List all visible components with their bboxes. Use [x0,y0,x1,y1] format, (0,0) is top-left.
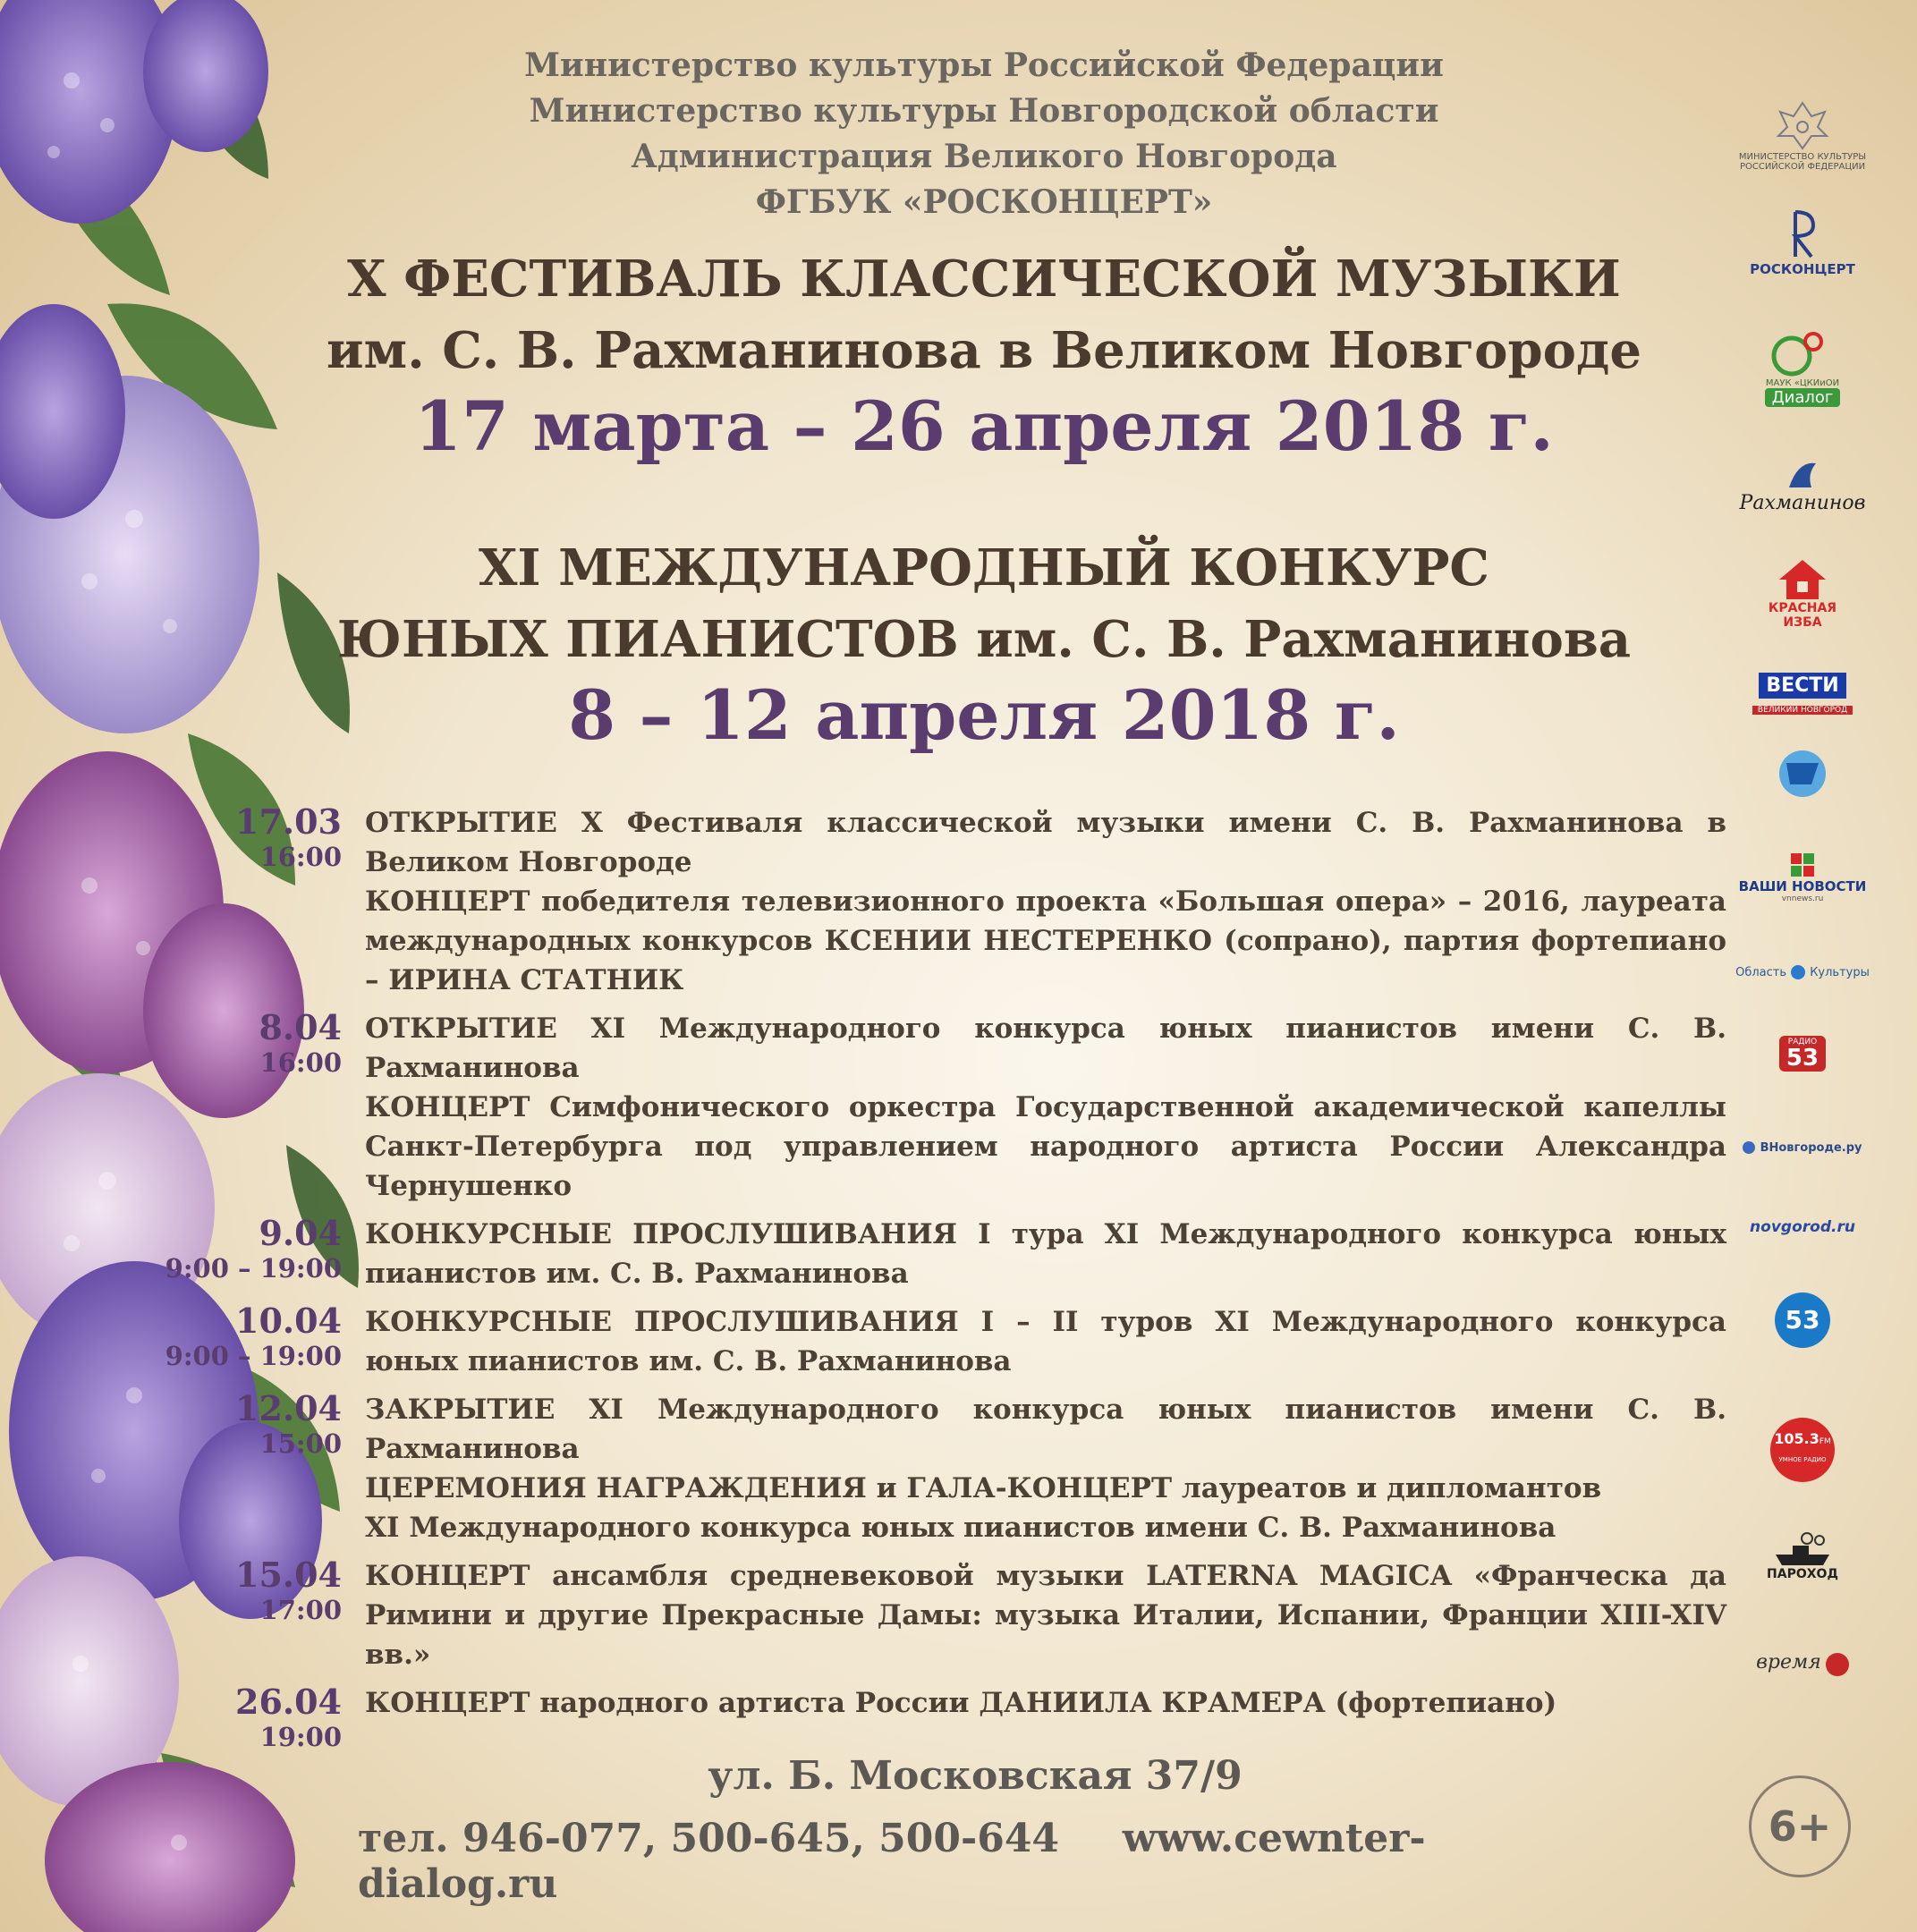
competition-title-line2: ЮНЫХ ПИАНИСТОВ им. С. В. Рахманинова [336,610,1632,669]
event-row [143,1009,1726,1206]
event-datetime [143,1302,342,1381]
festival-title-line1: X ФЕСТИВАЛЬ КЛАССИЧЕСКОЙ МУЗЫКИ [347,250,1621,309]
tv53-logo [1735,1292,1870,1348]
oblast-kultury-left: Область [1735,966,1787,979]
rachmaninov-signature: Рахманинов [1739,492,1866,514]
event-row [143,803,1726,1000]
event-date: 10.04 [235,1301,342,1341]
vnovgorode-label: ВНовгороде.ру [1760,1141,1862,1155]
event-date: 17.03 [235,801,342,842]
event-datetime [143,1390,342,1547]
event-line: КОНЦЕРТ Симфонического оркестра Государственной академической капеллы Санкт-Петербурга под управлением народного артиста России Александра Чернушенко [365,1091,1726,1202]
event-line: XI Международного конкурса юных пианистов имени С. В. Рахманинова [365,1512,1557,1544]
event-line: КОНЦЕРТ ансамбля средневековой музыки LATERNA MAGICA «Франческа да Римини и другие Прекрасные Дамы: музыка Италии, Испании, Франции XIII-XIV вв.» [365,1560,1726,1671]
radio53-logo [1735,1036,1870,1072]
vnovgorode-logo [1726,1138,1879,1155]
vesti-logo [1735,673,1870,716]
umnoe-radio-frequency: 105.3 [1774,1430,1819,1447]
umnoe-radio-name: УМНОЕ РАДИО [1778,1456,1827,1463]
organizer-administration: Администрация Великого Новгорода [631,138,1337,175]
event-line: ОТКРЫТИЕ X Фестиваля классической музыки имени С. В. Рахманинова в Великом Новгороде [365,807,1726,878]
piano-icon [1780,456,1825,492]
novgorod-ru-label: novgorod.ru [1750,1218,1855,1236]
event-line: КОНКУРСНЫЕ ПРОСЛУШИВАНИЯ I – II туров XI Международного конкурса юных пианистов им. С. В. Рахманинова [365,1306,1726,1377]
radio53-small: РАДИО [1787,1038,1818,1046]
event-description [365,1009,1726,1206]
event-row [143,1215,1726,1293]
dialog-logo [1735,329,1870,407]
umnoe-radio-logo [1735,1418,1870,1482]
event-time: 9:00 – 19:00 [165,1253,342,1284]
event-description [365,1683,1726,1753]
age-rating-badge: 6+ [1749,1775,1851,1877]
event-line: КОНЦЕРТ народного артиста России ДАНИИЛА КРАМЕРА (фортепиано) [365,1687,1557,1719]
steamship-icon [1771,1531,1834,1567]
festival-dates: 17 марта – 26 апреля 2018 г. [414,386,1554,466]
eagle-emblem-icon [1771,98,1834,152]
vesti-label: ВЕСТИ [1759,673,1845,699]
event-schedule [143,803,1726,1753]
competition-block [250,532,1718,756]
event-line: КОНЦЕРТ победителя телевизионного проекта «Большая опера» – 2016, лауреата международных конкурсов КСЕНИИ НЕСТЕРЕНКО (сопрано), партия фортепиано – ИРИНА СТАТНИК [365,886,1726,996]
organizer-ministry-novgorod: Министерство культуры Новгородской области [529,92,1439,130]
news-flag-icon [1789,852,1816,878]
novgorod-ru-logo [1735,1218,1870,1236]
event-datetime [143,1556,342,1674]
event-date: 26.04 [235,1682,342,1722]
dialog-small-label: МАУК «ЦКИиОИ [1765,378,1840,388]
event-description [365,1390,1726,1547]
ministry-culture-logo [1735,98,1870,172]
festival-title-line2: им. С. В. Рахманинова в Великом Новгороде [327,321,1641,380]
vremya-label: время [1756,1651,1821,1674]
contacts-line [358,1816,1610,1907]
event-date: 15.04 [235,1555,342,1595]
organizer-ministry-rf: Министерство культуры Российской Федерации [524,47,1444,84]
rachmaninov-signature-logo [1735,456,1870,514]
vnovgorode-dot-icon [1743,1141,1755,1154]
izba-house-icon [1776,556,1829,601]
event-line: КОНКУРСНЫЕ ПРОСЛУШИВАНИЯ I тура XI Международного конкурса юных пианистов им. С. В. Рахманинова [365,1218,1726,1290]
radio53-label: 53 [1786,1045,1819,1072]
event-time: 19:00 [259,1722,342,1752]
event-line: ОТКРЫТИЕ XI Международного конкурса юных пианистов имени С. В. Рахманинова [365,1013,1726,1084]
parokhod-logo [1735,1531,1870,1581]
event-datetime [143,1009,342,1206]
event-row [143,1302,1726,1381]
vesti-sub-label: ВЕЛИКИЙ НОВГОРОД [1752,706,1853,715]
event-row [143,1556,1726,1674]
dialog-label: Диалог [1765,388,1841,407]
ch-channel-icon [1767,747,1838,801]
event-time: 15:00 [259,1428,342,1459]
event-line: ЗАКРЫТИЕ XI Международного конкурса юных пианистов имени С. В. Рахманинова [365,1394,1726,1465]
krasnaya-izba-logo [1735,556,1870,630]
website-link[interactable]: www.cewnter-dialog.ru [358,1816,1426,1907]
event-time: 17:00 [259,1595,342,1625]
vashi-novosti-logo [1735,852,1870,903]
krasnaya-izba-line1: КРАСНАЯ [1768,601,1837,615]
oblast-kultury-logo [1726,962,1879,979]
ministry-logo-line2: РОССИЙСКОЙ ФЕДЕРАЦИИ [1739,162,1866,172]
event-date: 8.04 [259,1007,342,1047]
festival-block [250,243,1718,467]
event-date: 9.04 [259,1213,342,1253]
competition-title-line1: XI МЕЖДУНАРОДНЫЙ КОНКУРС [478,538,1490,597]
ch-tv-logo [1735,747,1870,801]
event-row [143,1683,1726,1753]
event-date: 12.04 [235,1388,342,1428]
tv53-label: 53 [1775,1292,1830,1348]
parokhod-label: ПАРОХОД [1767,1567,1838,1581]
rosconcert-label: РОСКОНЦЕРТ [1750,261,1855,277]
event-description [365,1556,1726,1674]
event-time: 16:00 [259,1047,342,1078]
organizers-block [250,43,1718,225]
event-line: ЦЕРЕМОНИЯ НАГРАЖДЕНИЯ и ГАЛА-КОНЦЕРТ лауреатов и дипломантов [365,1472,1602,1504]
vashi-novosti-label: ВАШИ НОВОСТИ [1738,878,1867,894]
venue-address: ул. Б. Московская 37/9 [708,1753,1243,1799]
umnoe-radio-fm: FM [1819,1437,1831,1446]
phone-numbers: тел. 946-077, 500-645, 500-644 [358,1816,1060,1861]
ministry-logo-line1: МИНИСТЕРСТВО КУЛЬТУРЫ [1738,152,1867,162]
rosconcert-logo [1735,208,1870,277]
oblast-kultury-right: Культуры [1810,966,1870,979]
vremya-ch-logo [1735,1651,1870,1676]
event-time: 9:00 – 19:00 [165,1341,342,1371]
event-description [365,1215,1726,1293]
k-circle-icon [1791,965,1805,979]
event-row [143,1390,1726,1547]
vremya-ch-circle-icon [1826,1653,1849,1676]
event-description [365,1302,1726,1381]
krasnaya-izba-line2: ИЗБА [1783,615,1822,630]
event-datetime [143,1215,342,1293]
dialog-mark-icon [1767,329,1838,378]
organizer-rosconcert: ФГБУК «РОСКОНЦЕРТ» [755,183,1213,221]
event-datetime [143,1683,342,1753]
rosconcert-r-icon [1785,208,1820,261]
event-description [365,803,1726,1000]
event-datetime [143,803,342,1000]
vashi-novosti-site: vnnews.ru [1781,894,1824,903]
event-time: 16:00 [259,842,342,872]
competition-dates: 8 – 12 апреля 2018 г. [568,675,1400,755]
